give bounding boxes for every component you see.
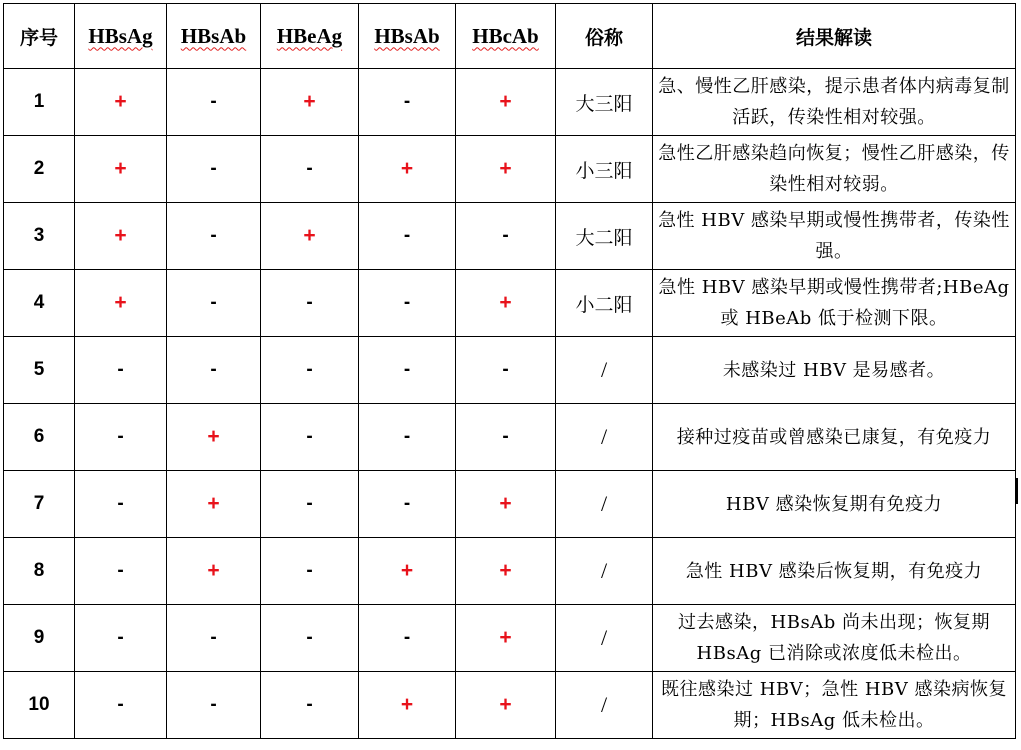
marker-cell-hbsab: -	[167, 203, 261, 270]
marker-cell-hbsab: +	[167, 471, 261, 538]
table-row	[4, 404, 1016, 471]
marker-cell-hbcab: +	[456, 672, 556, 739]
marker-cell-hbsab-2: -	[359, 605, 456, 672]
row-index: 6	[4, 404, 75, 471]
header-row	[4, 4, 1016, 69]
header-hbeag-label: HBeAg	[276, 23, 343, 48]
row-index: 10	[4, 672, 75, 739]
interpretation-cell: 急性 HBV 感染早期或慢性携带者，传染性强。	[653, 203, 1016, 270]
header-common-name	[556, 4, 653, 69]
marker-cell-hbsag: +	[75, 69, 167, 136]
interpretation-cell: HBV 感染恢复期有免疫力	[653, 471, 1016, 538]
table-row	[4, 270, 1016, 337]
marker-cell-hbsab-2: -	[359, 471, 456, 538]
common-name-cell: /	[556, 605, 653, 672]
marker-cell-hbsab: -	[167, 605, 261, 672]
marker-cell-hbcab: +	[456, 270, 556, 337]
marker-cell-hbeag: -	[261, 605, 359, 672]
header-hbcab-label: HBcAb	[472, 23, 539, 48]
header-interpretation	[653, 4, 1016, 69]
marker-cell-hbeag: -	[261, 404, 359, 471]
marker-cell-hbsag: +	[75, 270, 167, 337]
common-name-cell: 大二阳	[556, 203, 653, 270]
marker-cell-hbsab-2: +	[359, 672, 456, 739]
header-hbeag	[261, 4, 359, 69]
interpretation-cell: 急性 HBV 感染后恢复期，有免疫力	[653, 538, 1016, 605]
marker-cell-hbsab-2: -	[359, 203, 456, 270]
interpretation-cell: 急性乙肝感染趋向恢复；慢性乙肝感染，传染性相对较弱。	[653, 136, 1016, 203]
marker-cell-hbeag: -	[261, 471, 359, 538]
marker-cell-hbeag: +	[261, 203, 359, 270]
marker-cell-hbsab: +	[167, 404, 261, 471]
header-hbsag-label: HBsAg	[88, 23, 153, 48]
marker-cell-hbcab: -	[456, 337, 556, 404]
marker-cell-hbsab: -	[167, 672, 261, 739]
marker-cell-hbsab-2: +	[359, 538, 456, 605]
header-hbsab-2	[359, 4, 456, 69]
table-row	[4, 69, 1016, 136]
header-hbsab-2-label: HBsAb	[374, 23, 440, 48]
header-index-label: 序号	[19, 26, 58, 49]
row-index: 4	[4, 270, 75, 337]
interpretation-cell: 急、慢性乙肝感染，提示患者体内病毒复制活跃，传染性相对较强。	[653, 69, 1016, 136]
interpretation-cell: 既往感染过 HBV；急性 HBV 感染病恢复期；HBsAg 低未检出。	[653, 672, 1016, 739]
table-row	[4, 538, 1016, 605]
row-index: 5	[4, 337, 75, 404]
table-body	[4, 69, 1016, 739]
common-name-cell: /	[556, 538, 653, 605]
row-index: 3	[4, 203, 75, 270]
marker-cell-hbsag: -	[75, 337, 167, 404]
interpretation-cell: 过去感染，HBsAb 尚未出现；恢复期 HBsAg 已消除或浓度低未检出。	[653, 605, 1016, 672]
marker-cell-hbsab-2: -	[359, 337, 456, 404]
marker-cell-hbcab: +	[456, 538, 556, 605]
common-name-cell: 大三阳	[556, 69, 653, 136]
marker-cell-hbsag: +	[75, 203, 167, 270]
marker-cell-hbsab: -	[167, 69, 261, 136]
marker-cell-hbsag: -	[75, 471, 167, 538]
marker-cell-hbcab: +	[456, 471, 556, 538]
marker-cell-hbsag: -	[75, 672, 167, 739]
header-index	[4, 4, 75, 69]
marker-cell-hbcab: -	[456, 404, 556, 471]
marker-cell-hbsab-2: -	[359, 404, 456, 471]
table-header	[4, 4, 1016, 69]
marker-cell-hbeag: -	[261, 538, 359, 605]
marker-cell-hbsab: -	[167, 337, 261, 404]
table-row	[4, 471, 1016, 538]
table-row	[4, 203, 1016, 270]
marker-cell-hbcab: +	[456, 69, 556, 136]
marker-cell-hbcab: +	[456, 136, 556, 203]
hbv-results-table	[3, 3, 1016, 739]
table-row	[4, 672, 1016, 739]
header-hbcab	[456, 4, 556, 69]
table-row	[4, 605, 1016, 672]
row-index: 7	[4, 471, 75, 538]
common-name-cell: /	[556, 337, 653, 404]
marker-cell-hbsag: +	[75, 136, 167, 203]
marker-cell-hbsab-2: +	[359, 136, 456, 203]
marker-cell-hbsag: -	[75, 605, 167, 672]
header-hbsag	[75, 4, 167, 69]
header-hbsab	[167, 4, 261, 69]
common-name-cell: /	[556, 672, 653, 739]
marker-cell-hbsab-2: -	[359, 270, 456, 337]
common-name-cell: /	[556, 404, 653, 471]
marker-cell-hbsab: -	[167, 270, 261, 337]
marker-cell-hbcab: +	[456, 605, 556, 672]
marker-cell-hbsab-2: -	[359, 69, 456, 136]
marker-cell-hbeag: -	[261, 672, 359, 739]
table-row	[4, 337, 1016, 404]
header-common-name-label: 俗称	[584, 26, 623, 49]
header-interpretation-label: 结果解读	[795, 26, 872, 49]
interpretation-cell: 未感染过 HBV 是易感者。	[653, 337, 1016, 404]
table-row	[4, 136, 1016, 203]
common-name-cell: 小三阳	[556, 136, 653, 203]
text-cursor	[1016, 478, 1018, 504]
common-name-cell: /	[556, 471, 653, 538]
marker-cell-hbeag: +	[261, 69, 359, 136]
marker-cell-hbeag: -	[261, 136, 359, 203]
header-hbsab-label: HBsAb	[180, 23, 247, 48]
row-index: 8	[4, 538, 75, 605]
row-index: 1	[4, 69, 75, 136]
interpretation-cell: 接种过疫苗或曾感染已康复，有免疫力	[653, 404, 1016, 471]
marker-cell-hbsag: -	[75, 538, 167, 605]
marker-cell-hbsag: -	[75, 404, 167, 471]
common-name-cell: 小二阳	[556, 270, 653, 337]
marker-cell-hbsab: -	[167, 136, 261, 203]
marker-cell-hbeag: -	[261, 337, 359, 404]
interpretation-cell: 急性 HBV 感染早期或慢性携带者;HBeAg 或 HBeAb 低于检测下限。	[653, 270, 1016, 337]
row-index: 2	[4, 136, 75, 203]
marker-cell-hbeag: -	[261, 270, 359, 337]
marker-cell-hbcab: -	[456, 203, 556, 270]
marker-cell-hbsab: +	[167, 538, 261, 605]
row-index: 9	[4, 605, 75, 672]
